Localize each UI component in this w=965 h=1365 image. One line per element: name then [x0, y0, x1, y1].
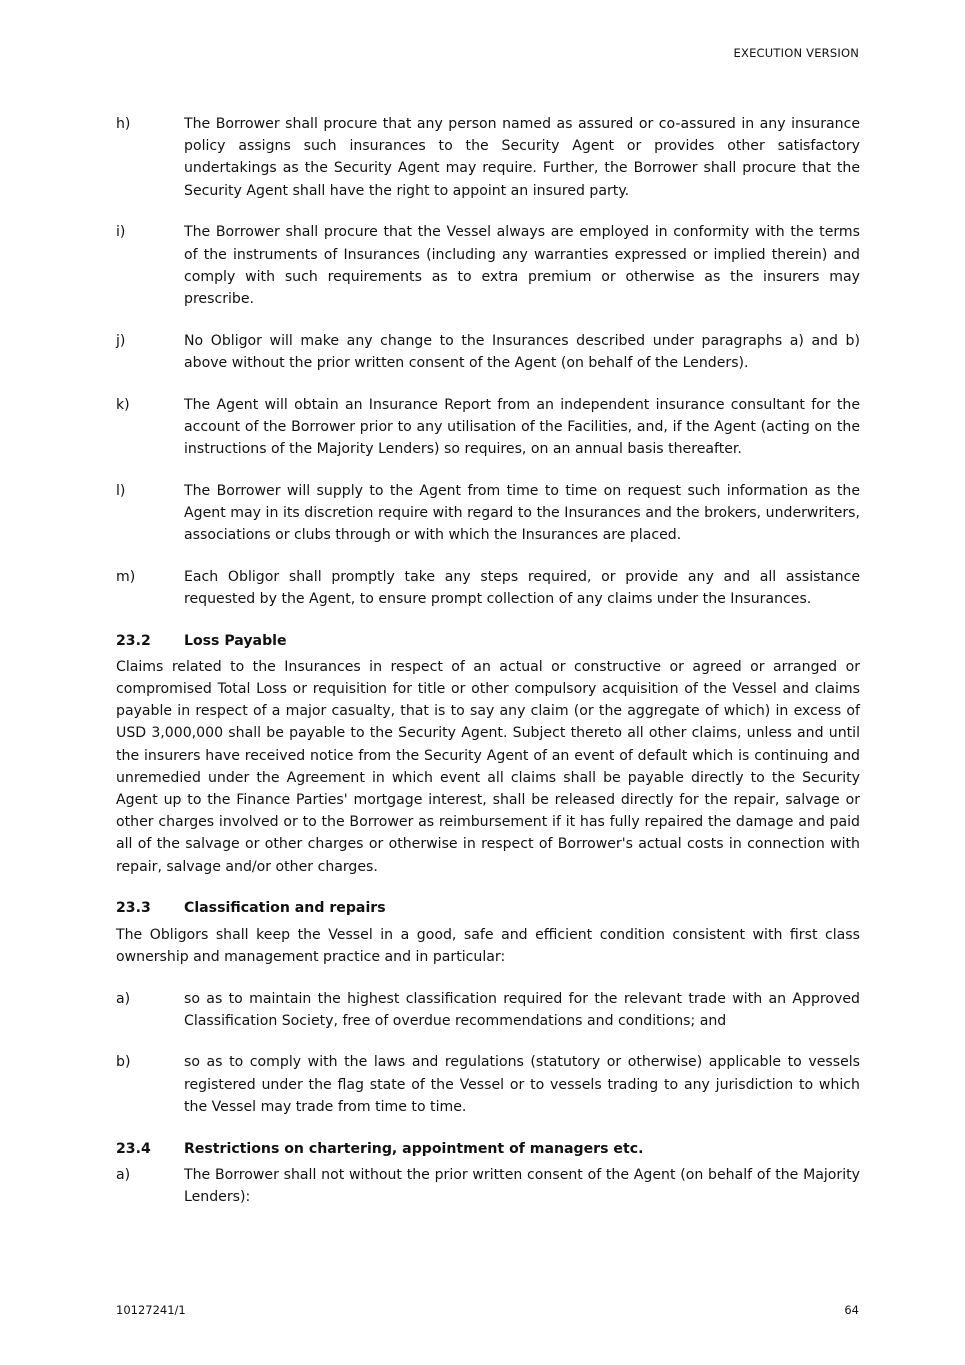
- section-heading-23-3: [116, 897, 860, 919]
- list-item-label: l): [116, 482, 126, 499]
- section-title: Restrictions on chartering, appointment of managers etc.: [184, 1140, 644, 1157]
- list-item-text: so as to maintain the highest classification required for the relevant trade with an Approved Classification Society, free of overdue recommendations and conditions; and: [184, 990, 860, 1029]
- list-item-l: [116, 480, 860, 547]
- list-item-label: a): [116, 1166, 131, 1183]
- list-item-label: i): [116, 224, 126, 241]
- list-item-h: [116, 113, 860, 202]
- list-item-text: The Borrower shall procure that any person named as assured or co-assured in any insurance policy assigns such insurances to the Security Agent or provides other satisfactory undertakings as the Security Agent may require. Further, the Borrower shall procure that the Security Agent shall have the right to appoint an insured party.: [184, 116, 860, 199]
- list-item-label: j): [116, 332, 126, 349]
- list-item-23-4-a: [116, 1164, 860, 1208]
- list-item-text: The Borrower shall not without the prior written consent of the Agent (on behalf of the Majority Lenders):: [184, 1166, 860, 1205]
- section-number: 23.4: [116, 1140, 151, 1157]
- list-item-text: The Borrower will supply to the Agent from time to time on request such information as the Agent may in its discretion require with regard to the Insurances and the brokers, underwriters, associations or clubs through or with which the Insurances are placed.: [184, 482, 860, 544]
- section-title: Classification and repairs: [184, 900, 386, 917]
- section-title: Loss Payable: [184, 632, 287, 649]
- list-item-text: The Agent will obtain an Insurance Report from an independent insurance consultant for the account of the Borrower prior to any utilisation of the Facilities, and, if the Agent (acting on the instructions of the Majority Lenders) so requires, on an annual basis thereafter.: [184, 396, 860, 457]
- list-item-text: Each Obligor shall promptly take any steps required, or provide any and all assistance requested by the Agent, to ensure prompt collection of any claims under the Insurances.: [184, 568, 860, 607]
- list-item-text: so as to comply with the laws and regulations (statutory or otherwise) applicable to vessels registered under the flag state of the Vessel or to vessels trading to any jurisdiction to which the Vessel may trade from time to time.: [184, 1054, 860, 1115]
- list-item-k: [116, 394, 860, 461]
- list-item-j: [116, 330, 860, 374]
- section-heading-23-2: [116, 630, 860, 652]
- list-item-text: The Borrower shall procure that the Vessel always are employed in conformity with the terms of the instruments of Insurances (including any warranties expressed or implied therein) and comply with such requirements as to extra premium or otherwise as the insurers may prescribe.: [184, 224, 860, 307]
- page-content: [116, 113, 860, 1228]
- list-item-label: k): [116, 396, 130, 413]
- section-paragraph-23-3: The Obligors shall keep the Vessel in a good, safe and efficient condition consistent with first class ownership and management practice and in particular:: [116, 926, 860, 965]
- list-item-text: No Obligor will make any change to the Insurances described under paragraphs a) and b) above without the prior written consent of the Agent (on behalf of the Lenders).: [184, 332, 860, 371]
- section-number: 23.2: [116, 632, 151, 649]
- section-paragraph-23-2: Claims related to the Insurances in respect of an actual or constructive or agreed or arranged or compromised Total Loss or requisition for title or other compulsory acquisition of the Vessel and claims payable in respect of a major casualty, that is to say any claim (or the aggregate of which) in excess of USD 3,000,000 shall be payable to the Security Agent. Subject thereto all other claims, unless and until the insurers have received notice from the Security Agent of an event of default which is continuing and unremedied under the Agreement in which event all claims shall be payable directly to the Security Agent up to the Finance Parties' mortgage interest, shall be released directly for the repair, salvage or other charges involved or to the Borrower as reimbursement if it has fully repaired the damage and paid all of the salvage or other charges or otherwise in respect of Borrower's actual costs in connection with repair, salvage and/or other charges.: [116, 658, 860, 875]
- list-item-label: b): [116, 1054, 131, 1071]
- footer-page-number: 64: [844, 1303, 859, 1317]
- header-version-label: EXECUTION VERSION: [733, 46, 859, 60]
- list-item-label: h): [116, 116, 131, 132]
- list-item-23-3-b: [116, 1051, 860, 1118]
- section-number: 23.3: [116, 900, 151, 917]
- list-item-23-3-a: [116, 988, 860, 1032]
- list-item-label: m): [116, 568, 136, 585]
- list-item-label: a): [116, 990, 131, 1007]
- footer-document-id: 10127241/1: [116, 1303, 186, 1317]
- section-heading-23-4: [116, 1138, 860, 1160]
- list-item-i: [116, 221, 860, 310]
- list-item-m: [116, 566, 860, 610]
